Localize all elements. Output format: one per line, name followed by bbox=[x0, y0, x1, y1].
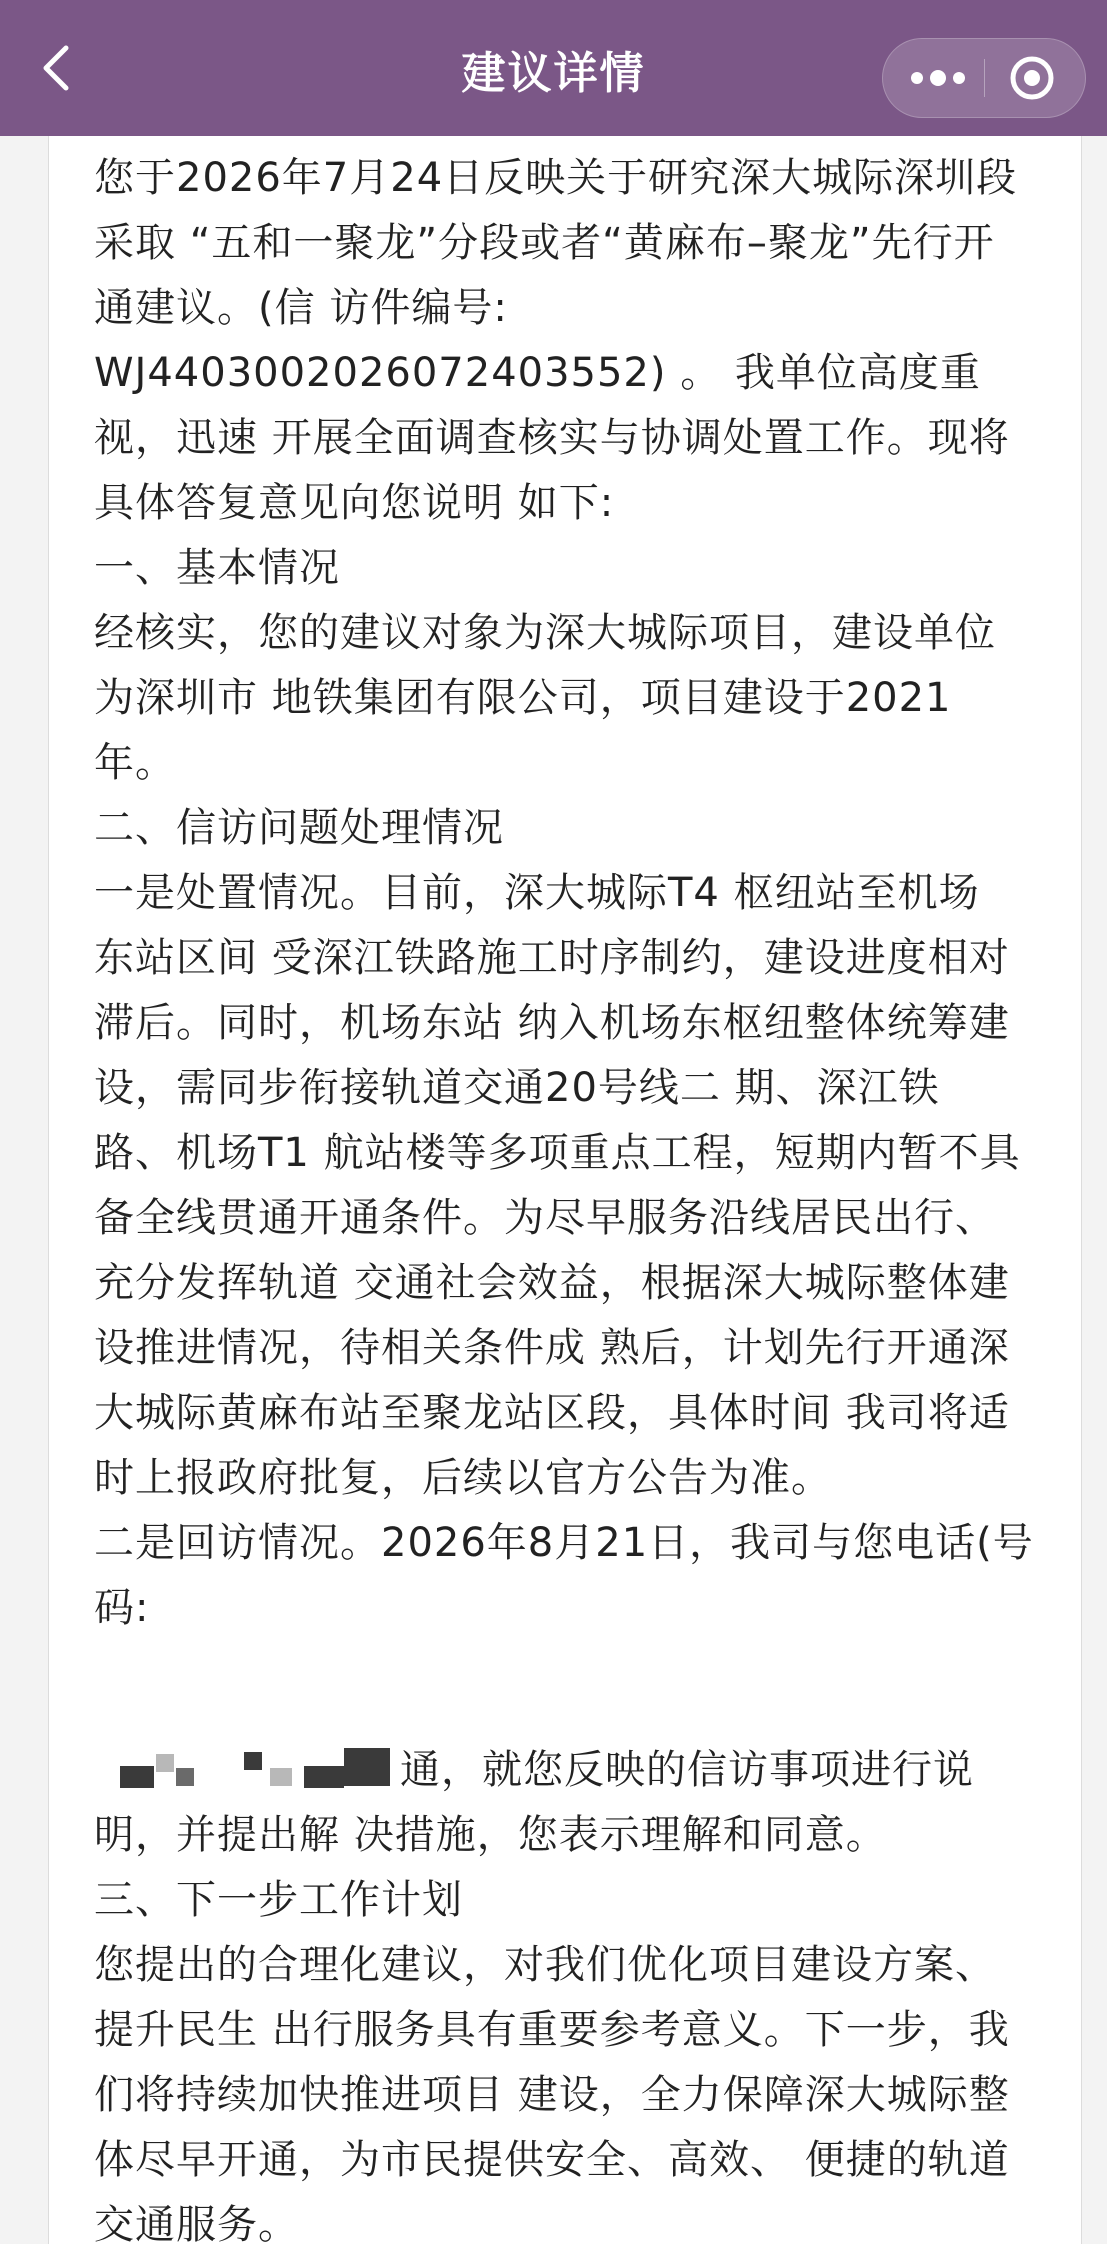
reply-body bbox=[94, 146, 1034, 2244]
reply-line: 年。 bbox=[94, 740, 176, 786]
reply-line: WJ4403002026072403552) 。 我单位高度重 bbox=[94, 350, 981, 396]
miniprogram-capsule bbox=[882, 38, 1086, 118]
page-title: 建议详情 bbox=[461, 48, 646, 99]
redaction-mosaic bbox=[270, 1768, 292, 1786]
reply-line: 路、机场T1 航站楼等多项重点工程，短期内暂不具 bbox=[94, 1130, 1021, 1176]
reply-line: 通建议。(信 访件编号: bbox=[94, 285, 508, 331]
more-dots-icon bbox=[883, 39, 984, 117]
section-heading: 一、基本情况 bbox=[94, 545, 340, 591]
redacted-phone-line bbox=[94, 1738, 1034, 1803]
reply-line: 您提出的合理化建议，对我们优化项目建设方案、 bbox=[94, 1942, 996, 1988]
reply-line: 一是处置情况。目前，深大城际T4 枢纽站至机场 bbox=[94, 870, 980, 916]
redaction-mosaic bbox=[244, 1752, 262, 1770]
reply-line: 码: bbox=[94, 1585, 150, 1631]
reply-line: 体尽早开通，为市民提供安全、高效、 便捷的轨道 bbox=[94, 2137, 1010, 2183]
section-heading: 三、下一步工作计划 bbox=[94, 1877, 463, 1923]
reply-line: 东站区间 受深江铁路施工时序制约，建设进度相对 bbox=[94, 935, 1010, 981]
redaction-mosaic bbox=[156, 1754, 174, 1772]
reply-line: 通，就您反映的信访事项进行说 bbox=[400, 1747, 974, 1793]
reply-line: 备全线贯通开通条件。为尽早服务沿线居民出行、 bbox=[94, 1195, 996, 1241]
miniprogram-close-icon bbox=[985, 39, 1085, 117]
reply-line: 明，并提出解 决措施，您表示理解和同意。 bbox=[94, 1812, 887, 1858]
reply-line: 滞后。同时，机场东站 纳入机场东枢纽整体统筹建 bbox=[94, 1000, 1010, 1046]
reply-line: 视，迅速 开展全面调查核实与协调处置工作。现将 bbox=[94, 415, 1010, 461]
redaction-mosaic bbox=[176, 1768, 194, 1786]
reply-line: 时上报政府批复，后续以官方公告为准。 bbox=[94, 1455, 832, 1501]
reply-line: 二是回访情况。2026年8月21日，我司与您电话(号 bbox=[94, 1520, 1034, 1566]
reply-line: 具体答复意见向您说明 如下: bbox=[94, 480, 615, 526]
navigation-bar bbox=[0, 0, 1107, 136]
section-heading: 二、信访问题处理情况 bbox=[94, 805, 504, 851]
reply-line: 经核实，您的建议对象为深大城际项目，建设单位 bbox=[94, 610, 996, 656]
more-button[interactable] bbox=[883, 39, 984, 117]
redaction-mosaic bbox=[304, 1766, 344, 1788]
reply-line: 您于2026年7月24日反映关于研究深大城际深圳段 bbox=[94, 155, 1018, 201]
redaction-mosaic bbox=[120, 1766, 154, 1788]
redaction-mosaic bbox=[344, 1748, 390, 1786]
reply-line: 充分发挥轨道 交通社会效益，根据深大城际整体建 bbox=[94, 1260, 1010, 1306]
reply-line: 交通服务。 bbox=[94, 2202, 299, 2244]
close-miniprogram-button[interactable] bbox=[985, 39, 1085, 117]
blank-line bbox=[94, 1641, 1034, 1738]
reply-line: 们将持续加快推进项目 建设，全力保障深大城际整 bbox=[94, 2072, 1010, 2118]
reply-line: 设推进情况，待相关条件成 熟后，计划先行开通深 bbox=[94, 1325, 1010, 1371]
reply-line: 为深圳市 地铁集团有限公司，项目建设于2021 bbox=[94, 675, 952, 721]
reply-line: 提升民生 出行服务具有重要参考意义。下一步，我 bbox=[94, 2007, 1010, 2053]
reply-line: 大城际黄麻布站至聚龙站区段，具体时间 我司将适 bbox=[94, 1390, 1010, 1436]
reply-line: 采取 “五和一聚龙”分段或者“黄麻布–聚龙”先行开 bbox=[94, 220, 995, 266]
reply-line: 设，需同步衔接轨道交通20号线二 期、深江铁 bbox=[94, 1065, 940, 1111]
